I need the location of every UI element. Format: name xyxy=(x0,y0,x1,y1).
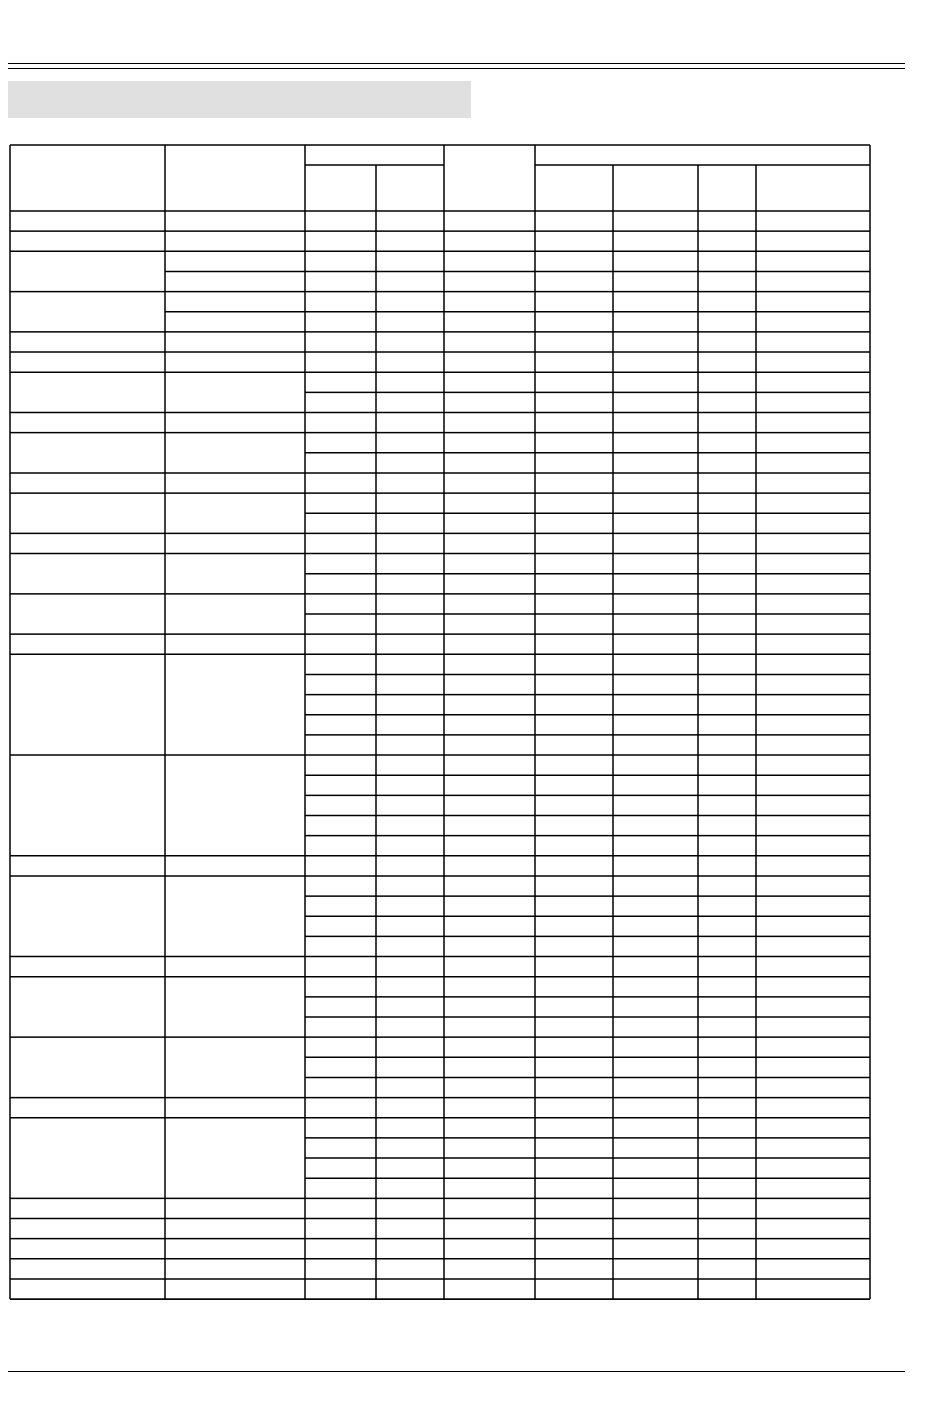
footer-rule xyxy=(8,1371,905,1372)
